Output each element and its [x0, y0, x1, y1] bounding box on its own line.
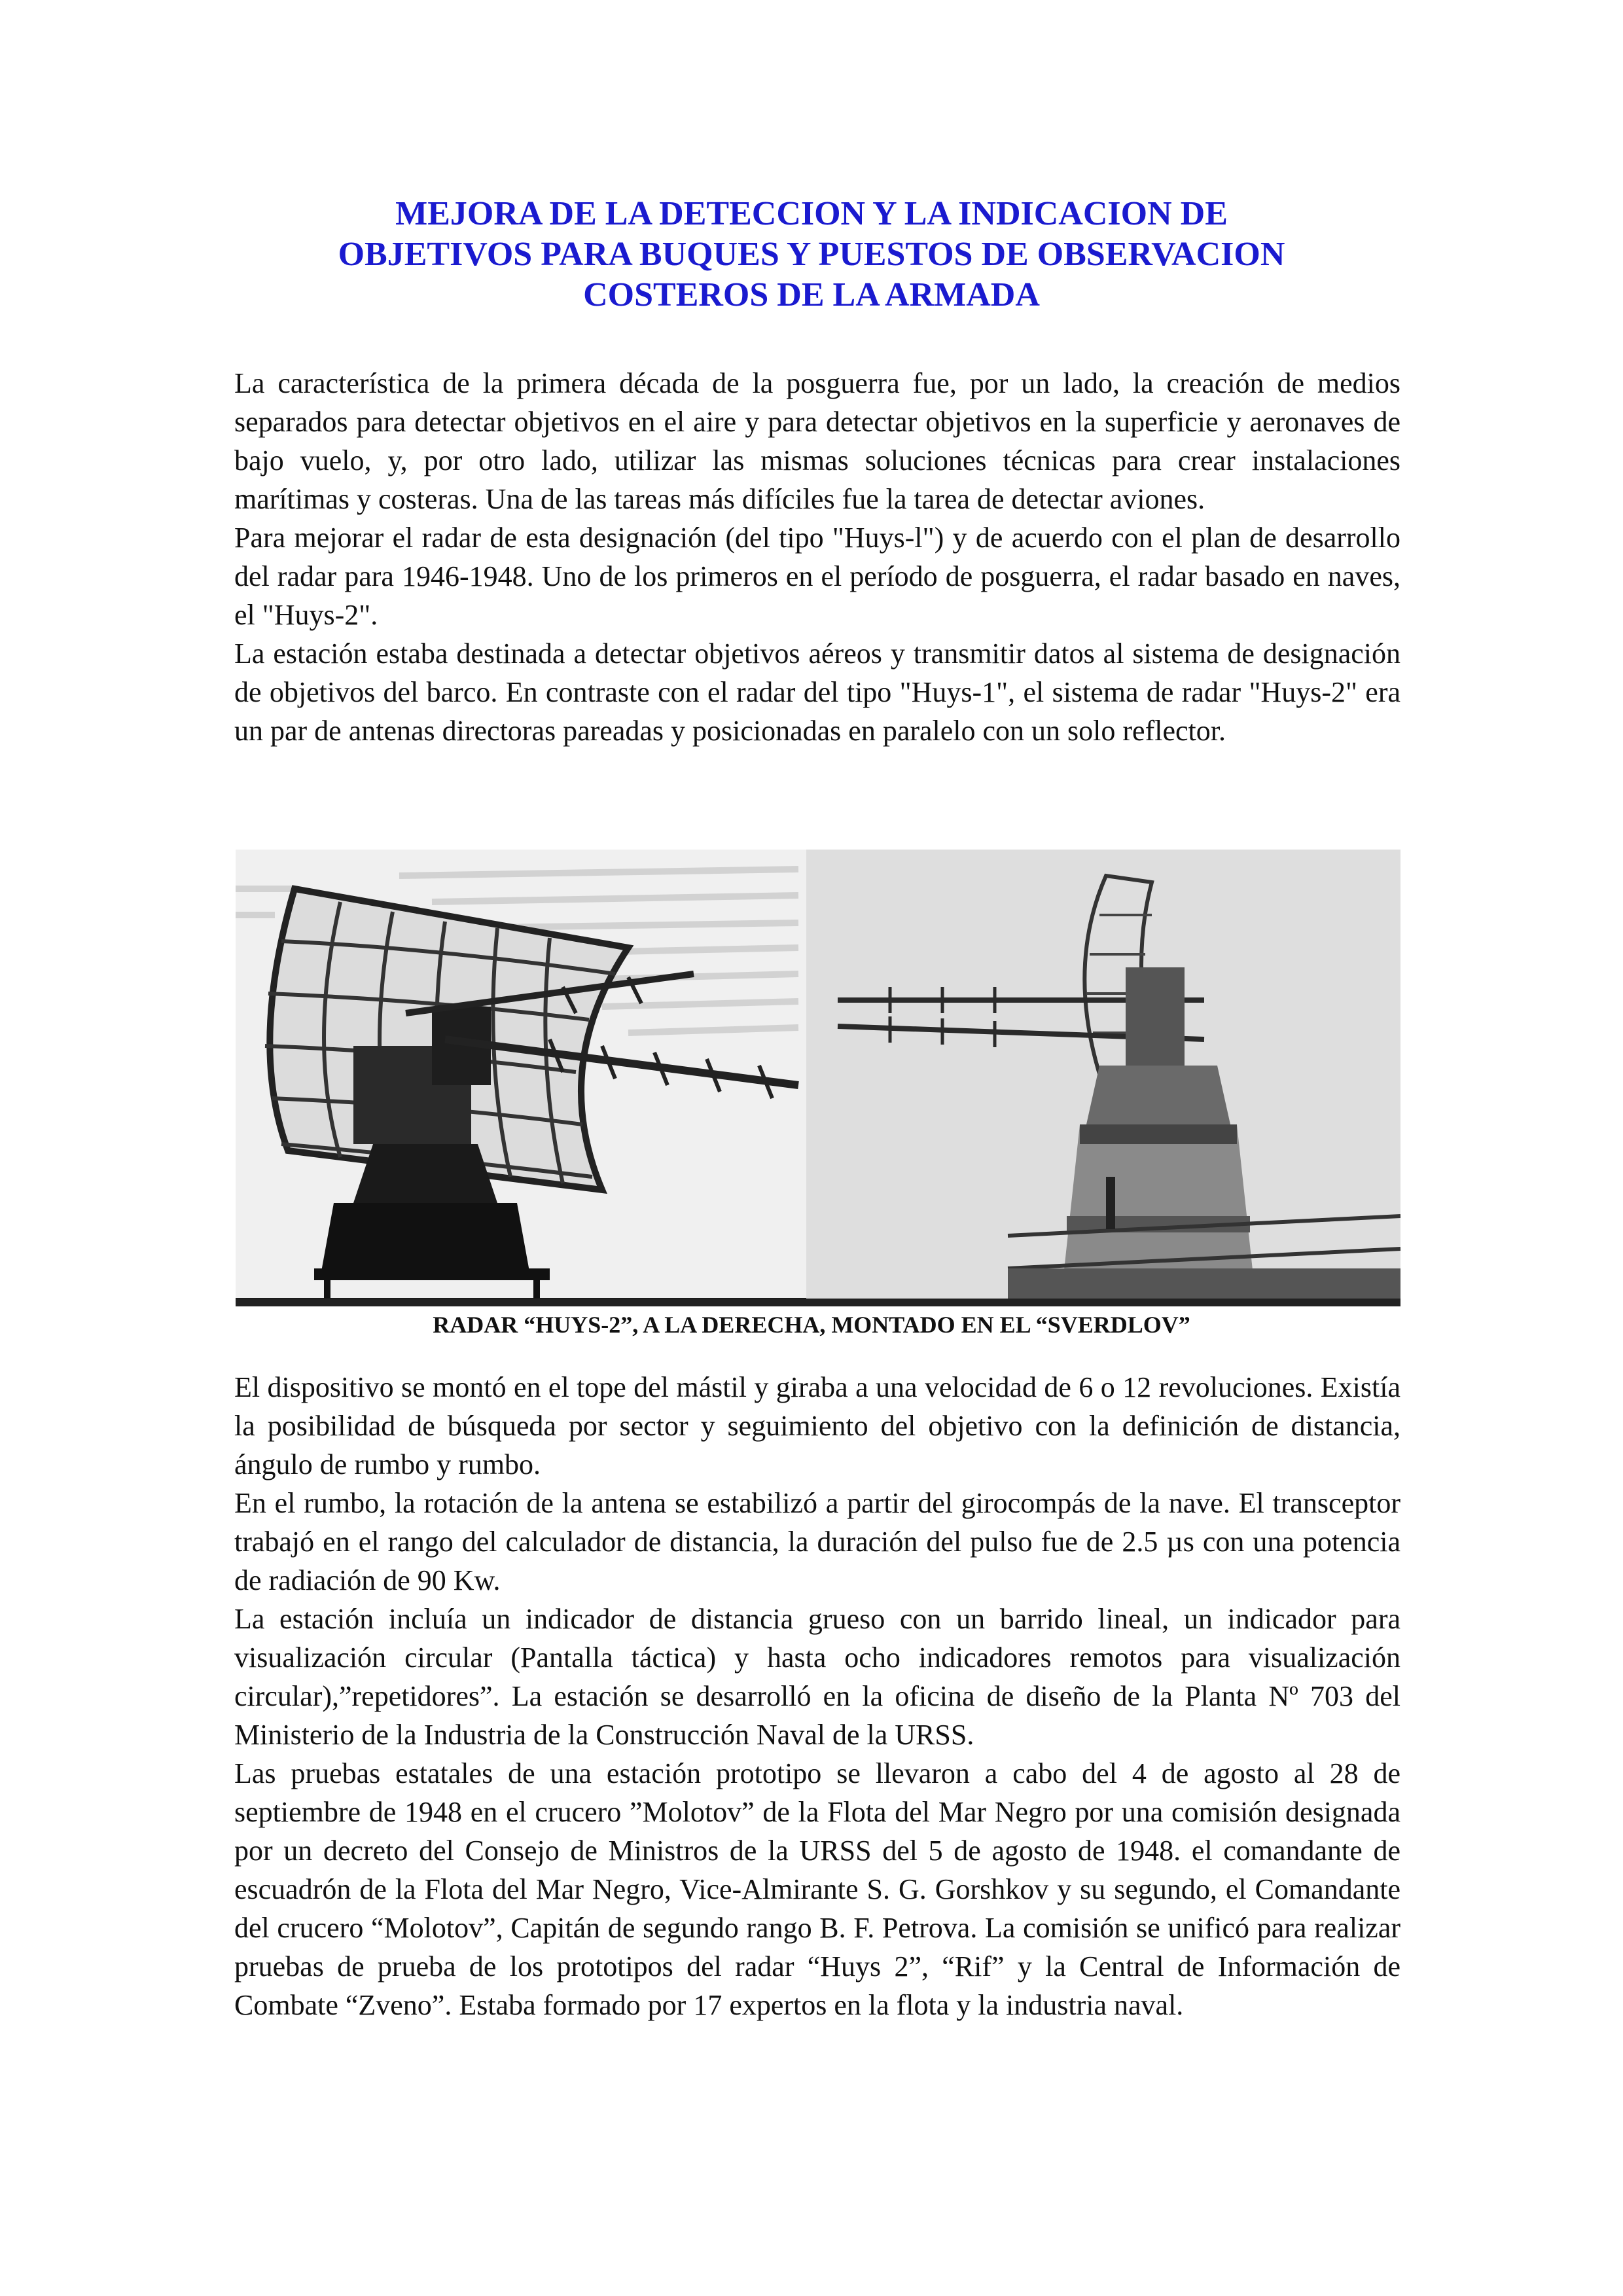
intro-text: [234, 364, 1400, 750]
paragraph-1: La característica de la primera década de la posguerra fue, por un lado, la creación de medios separados para detectar objetivos en el aire y para detectar objetivos en la superficie y aeronaves de bajo vuelo, y, por otro lado, utilizar las mismas soluciones técnicas para crear instalaciones marítimas y costeras. Una de las tareas más difíciles fue la tarea de detectar aviones.: [234, 367, 1400, 515]
paragraph-3: La estación estaba destinada a detectar objetivos aéreos y transmitir datos al sistema de designación de objetivos del barco. En contraste con el radar del tipo "Huys-1", el sistema de radar "Huys-2" era un par de antenas directoras pareadas y posicionadas en paralelo con un solo reflector.: [234, 637, 1400, 747]
main-text: [234, 1368, 1400, 2024]
paragraph-6: La estación incluía un indicador de distancia grueso con un barrido lineal, un indicador para visualización circular (Pantalla táctica) y hasta ocho indicadores remotos para visualización circular),”repetidores”. La estación se desarrolló en la oficina de diseño de la Planta Nº 703 del Ministerio de la Industria de la Construcción Naval de la URSS.: [234, 1603, 1400, 1751]
paragraph-4: El dispositivo se montó en el tope del mástil y giraba a una velocidad de 6 o 12 revoluciones. Existía la posibilidad de búsqueda por sector y seguimiento del objetivo con la definición de distancia, ángulo de rumbo y rumbo.: [234, 1371, 1400, 1480]
radar-photo-figure: [236, 850, 1400, 1306]
title-line-2: OBJETIVOS PARA BUQUES Y PUESTOS DE OBSERVACION: [338, 236, 1285, 273]
title-line-3: COSTEROS DE LA ARMADA: [583, 276, 1040, 314]
paragraph-2: Para mejorar el radar de esta designación (del tipo "Huys-l") y de acuerdo con el plan de desarrollo del radar para 1946-1948. Uno de los primeros en el período de posguerra, el radar basado en naves, el "Huys-2".: [234, 522, 1400, 631]
paragraph-7: Las pruebas estatales de una estación prototipo se llevaron a cabo del 4 de agosto al 28 de septiembre de 1948 en el crucero ”Molotov” de la Flota del Mar Negro por una comisión designada por un decreto del Consejo de Ministros de la URSS del 5 de agosto de 1948. el comandante de escuadrón de la Flota del Mar Negro, Vice-Almirante S. G. Gorshkov y su segundo, el Comandante del crucero “Molotov”, Capitán de segundo rango B. F. Petrova. La comisión se unificó para realizar pruebas de prueba de los prototipos del radar “Huys 2”, “Rif” y la Central de Información de Combate “Zveno”. Estaba formado por 17 expertos en la flota y la industria naval.: [234, 1757, 1400, 2021]
photo-bottom-edge: [236, 1299, 1400, 1306]
title-line-1: MEJORA DE LA DETECCION Y LA INDICACION DE: [395, 195, 1228, 232]
paragraph-5: En el rumbo, la rotación de la antena se estabilizó a partir del girocompás de la nave. El transceptor trabajó en el rango del calculador de distancia, la duración del pulso fue de 2.5 µs con una potencia de radiación de 90 Kw.: [234, 1487, 1400, 1596]
figure-caption: RADAR “HUYS-2”, A LA DERECHA, MONTADO EN EL “SVERDLOV”: [433, 1312, 1190, 1338]
radar-photos: [236, 850, 1400, 1306]
page-title: [196, 194, 1427, 315]
